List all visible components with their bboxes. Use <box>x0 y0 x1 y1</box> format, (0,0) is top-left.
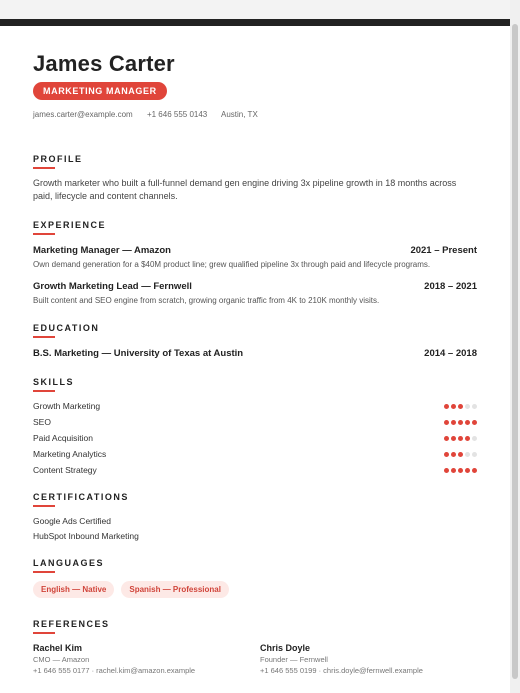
resume-page <box>0 26 510 693</box>
skill-rating <box>444 404 477 409</box>
skill-row <box>33 416 477 428</box>
skill-rating <box>444 436 477 441</box>
rating-dot-filled <box>458 404 463 409</box>
skill-rating <box>444 468 477 473</box>
scrollbar-thumb[interactable] <box>512 24 518 679</box>
section-rule <box>33 632 55 634</box>
skill-row <box>33 432 477 444</box>
section-title-experience: EXPERIENCE <box>33 220 107 230</box>
skill-rating <box>444 420 477 425</box>
rating-dot-filled <box>458 452 463 457</box>
experience-entry-header <box>33 281 477 292</box>
page-scrollbar[interactable] <box>510 0 520 693</box>
rating-dot-filled <box>451 452 456 457</box>
skill-name: Content Strategy <box>33 465 97 475</box>
rating-dot-filled <box>458 468 463 473</box>
section-rule <box>33 167 55 169</box>
profile-summary: Growth marketer who built a full-funnel demand gen engine driving 3x pipeline growth in 18 months across paid, lifecycle and content channels. <box>33 178 457 201</box>
rating-dot-filled <box>465 436 470 441</box>
section-rule <box>33 390 55 392</box>
section-title-languages: LANGUAGES <box>33 558 105 568</box>
certification-item: Google Ads Certified <box>33 516 111 526</box>
candidate-name: James Carter <box>33 51 175 76</box>
skill-row <box>33 448 477 460</box>
rating-dot-filled <box>444 420 449 425</box>
rating-dot-filled <box>444 452 449 457</box>
reference-position: Founder — Fernwell <box>260 655 328 664</box>
section-title-education: EDUCATION <box>33 323 100 333</box>
language-pill: Spanish — Professional <box>121 581 229 598</box>
top-border-bar <box>0 19 510 26</box>
rating-dot-filled <box>458 436 463 441</box>
languages-list <box>33 581 229 598</box>
experience-description: Built content and SEO engine from scratch, growing organic traffic from 4K to 210K monthly visits. <box>33 296 380 305</box>
certification-item: HubSpot Inbound Marketing <box>33 531 139 541</box>
reference-name: Rachel Kim <box>33 643 83 653</box>
rating-dot-filled <box>458 420 463 425</box>
rating-dot-filled <box>465 468 470 473</box>
skill-name: Paid Acquisition <box>33 433 94 443</box>
experience-dates: 2018 – 2021 <box>424 281 477 292</box>
rating-dot-filled <box>451 436 456 441</box>
section-rule <box>33 505 55 507</box>
section-rule <box>33 571 55 573</box>
rating-dot-empty <box>472 436 477 441</box>
experience-description: Own demand generation for a $40M product line; grew qualified pipeline 3x through paid and lifecycle programs. <box>33 260 431 269</box>
skill-row <box>33 400 477 412</box>
section-rule <box>33 233 55 235</box>
reference-contact: +1 646 555 0199 · chris.doyle@fernwell.example <box>260 666 423 675</box>
skill-name: Growth Marketing <box>33 401 101 411</box>
reference-card <box>33 643 195 675</box>
rating-dot-empty <box>465 452 470 457</box>
skill-name: SEO <box>33 417 51 427</box>
contact-phone: +1 646 555 0143 <box>146 110 208 119</box>
rating-dot-empty <box>472 452 477 457</box>
rating-dot-empty <box>472 404 477 409</box>
rating-dot-filled <box>451 468 456 473</box>
rating-dot-filled <box>472 468 477 473</box>
language-pill: English — Native <box>33 581 114 598</box>
education-degree: B.S. Marketing — University of Texas at Austin <box>33 348 244 359</box>
contact-location: Austin, TX <box>221 110 258 119</box>
rating-dot-empty <box>465 404 470 409</box>
role-badge: MARKETING MANAGER <box>33 82 167 100</box>
rating-dot-filled <box>444 436 449 441</box>
section-title-profile: PROFILE <box>33 154 83 164</box>
reference-contact: +1 646 555 0177 · rachel.kim@amazon.example <box>33 666 196 675</box>
reference-name: Chris Doyle <box>260 643 311 653</box>
skill-name: Marketing Analytics <box>33 449 107 459</box>
section-title-references: REFERENCES <box>33 619 110 629</box>
rating-dot-filled <box>444 404 449 409</box>
experience-dates: 2021 – Present <box>410 245 477 256</box>
education-entry <box>33 348 477 359</box>
experience-role: Growth Marketing Lead — Fernwell <box>33 281 192 292</box>
section-rule <box>33 336 55 338</box>
reference-card <box>260 643 423 675</box>
rating-dot-filled <box>444 468 449 473</box>
section-title-skills: SKILLS <box>33 377 75 387</box>
rating-dot-filled <box>451 404 456 409</box>
experience-role: Marketing Manager — Amazon <box>33 245 171 256</box>
reference-position: CMO — Amazon <box>33 655 90 664</box>
rating-dot-filled <box>465 420 470 425</box>
rating-dot-filled <box>451 420 456 425</box>
skill-rating <box>444 452 477 457</box>
contact-email[interactable]: james.carter@example.com <box>33 110 133 119</box>
experience-entry-header <box>33 245 477 256</box>
contact-line <box>33 110 270 119</box>
education-dates: 2014 – 2018 <box>424 348 477 359</box>
skill-row <box>33 464 477 476</box>
rating-dot-filled <box>472 420 477 425</box>
section-title-certifications: CERTIFICATIONS <box>33 492 129 502</box>
